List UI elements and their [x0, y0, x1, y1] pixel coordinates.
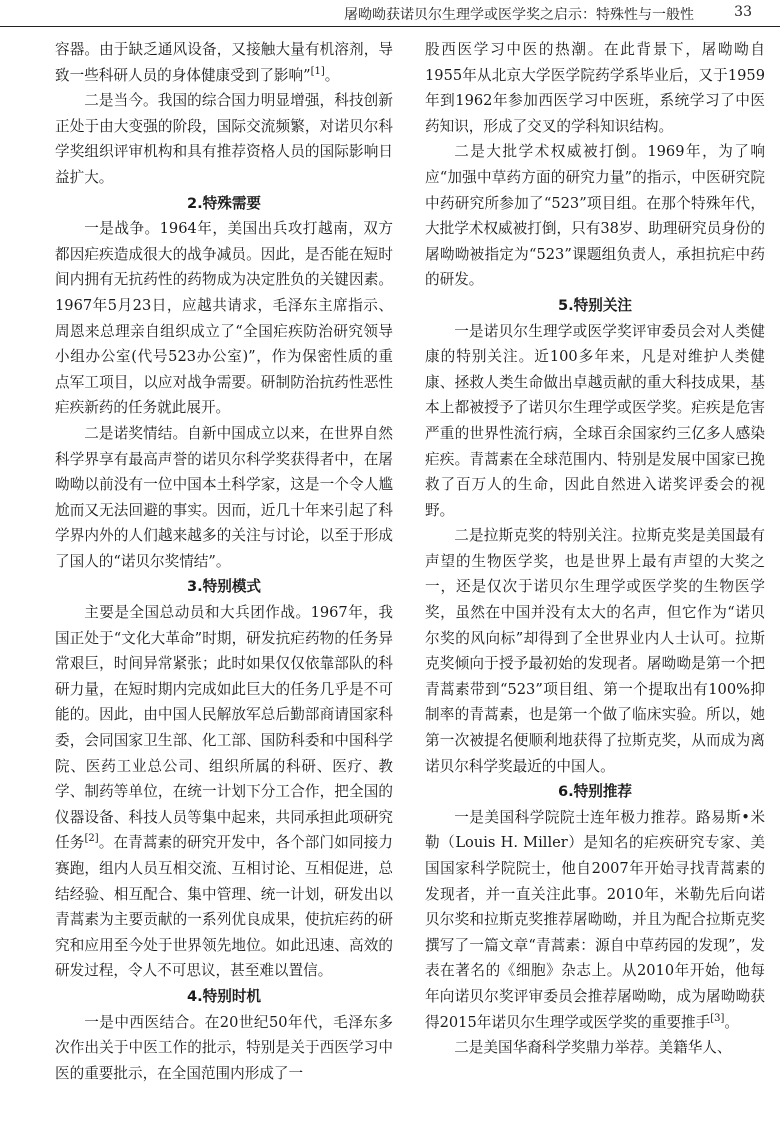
section-heading: 2.特殊需要 [186, 194, 262, 212]
citation-ref: [3] [710, 1012, 725, 1024]
paragraph: 一是战争。1964年，美国出兵攻打越南，双方都因疟疾造成很大的战争减员。因此，是否能在短时间内拥有无抗药性的药物成为决定胜负的关键因素。1967年5月23日，应越共请求，毛泽东主席指示、周恩来总理亲自组织成立了“全国疟疾防治研究领导小组办公室(代号523办公室)”，作为保密性质的重点军工项目，以应对战争需要。研制防治抗药性恶性疟疾新药的任务就此展开。 [55, 220, 393, 417]
paragraph: 二是诺奖情结。自新中国成立以来，在世界自然科学界享有最高声誉的诺贝尔科学奖获得者中，在屠呦呦以前没有一位中国本土科学家，这是一个令人尴尬而又无法回避的事实。因而，近几十年来引起了科学界内外的人们越来越多的关注与讨论，以至于形成了国人的“诺贝尔奖情结”。 [55, 424, 393, 570]
right-column [425, 37, 765, 1061]
header-title: 屠呦呦获诺贝尔生理学或医学奖之启示：特殊性与一般性 [344, 7, 694, 23]
section-heading: 5.特别关注 [557, 296, 633, 314]
section-heading: 4.特别时机 [186, 987, 262, 1005]
paragraph [55, 600, 393, 984]
paragraph [425, 805, 765, 1035]
paragraph-text: 。在青蒿素的研究开发中，各个部门如同接力赛跑，组内人员互相交流、互相讨论、互相促进，总结经验、相互配合、集中管理、统一计划，研发出以青蒿素为主要贡献的一系列优良成果，使抗疟药的研究和应用至今处于世界领先地位。如此迅速、高效的研发过程，令人不可思议，甚至难以置信。 [55, 834, 393, 980]
page-number: 33 [734, 4, 752, 20]
paragraph-text: 主要是全国总动员和大兵团作战。1967年，我国正处于“文化大革命”时期，研发抗疟药物的任务异常艰巨，时间异常紧张；此时如果仅仅依靠部队的科研力量，在短时期内完成如此巨大的任务几乎是不可能的。因此，由中国人民解放军总后勤部商请国家科委，会同国家卫生部、化工部、国防科委和中国科学院、医药工业总公司、组织所属的科研、医疗、教学、制药等单位，在统一计划下分工合作，把全国的仪器设备、科技人员等集中起来，共同承担此项研究任务 [55, 604, 393, 852]
section-heading: 6.特别推荐 [557, 783, 633, 801]
running-header [0, 0, 780, 27]
paragraph: 二是美国华裔科学奖鼎力举荐。美籍华人、 [454, 1039, 732, 1057]
paragraph [55, 37, 393, 88]
paragraph-text: 。 [324, 66, 340, 84]
left-column [55, 37, 393, 1086]
paragraph: 二是大批学术权威被打倒。1969年，为了响应“加强中草药方面的研究力量”的指示，中医研究院中药研究所参加了“523”项目组。在那个特殊年代，大批学术权威被打倒，只有38岁、助理研究员身份的屠呦呦被指定为“523”课题组负责人，承担抗疟中药的研发。 [425, 143, 765, 289]
paragraph-text: 一是美国科学院院士连年极力推荐。路易斯•米勒（Louis H. Miller）是知名的疟疾研究专家、美国国家科学院院士，他自2007年开始寻找青蒿素的发现者，并一直关注此事。2010年，米勒先后向诺贝尔奖和拉斯克奖推荐屠呦呦，并且为配合拉斯克奖撰写了一篇文章“青蒿素：源自中草药园的发现”，发表在著名的《细胞》杂志上。从2010年开始，他每年向诺贝尔奖评审委员会推荐屠呦呦，成为屠呦呦获得2015年诺贝尔生理学或医学奖的重要推手 [425, 808, 765, 1031]
citation-ref: [1] [310, 65, 325, 77]
paragraph-text: 。 [724, 1013, 740, 1031]
paragraph: 一是诺贝尔生理学或医学奖评审委员会对人类健康的特别关注。近100多年来，凡是对维护人类健康、拯救人类生命做出卓越贡献的重大科技成果，基本上都被授予了诺贝尔生理学或医学奖。疟疾是危害严重的世界性流行病，全球百余国家约三亿多人感染疟疾。青蒿素在全球范围内、特别是发展中国家已挽救了百万人的生命，因此自然进入诺奖评委会的视野。 [425, 322, 765, 519]
paragraph: 一是中西医结合。在20世纪50年代，毛泽东多次作出关于中医工作的批示，特别是关于西医学习中医的重要批示，在全国范围内形成了一 [55, 1013, 393, 1082]
section-heading: 3.特别模式 [186, 578, 262, 596]
paragraph-text: 容器。由于缺乏通风设备，又接触大量有机溶剂，导致一些科研人员的身体健康受到了影响” [55, 41, 393, 84]
paragraph: 二是拉斯克奖的特别关注。拉斯克奖是美国最有声望的生物医学奖，也是世界上最有声望的大奖之一，还是仅次于诺贝尔生理学或医学奖的生物医学奖，虽然在中国并没有太大的名声，但它作为“诺贝尔奖的风向标”却得到了全世界业内人士认可。拉斯克奖倾向于授予最初始的发现者。屠呦呦是第一个把青蒿素带到“523”项目组、第一个提取出有100%抑制率的青蒿素，也是第一个做了临床实验。所以，她第一次被提名便顺利地获得了拉斯克奖，从而成为离诺贝尔科学奖最近的中国人。 [425, 527, 765, 775]
paragraph: 股西医学习中医的热潮。在此背景下，屠呦呦自1955年从北京大学医学院药学系毕业后，又于1959年到1962年参加西医学习中医班，系统学习了中医药知识，形成了交叉的学科知识结构。 [425, 41, 765, 135]
citation-ref: [2] [84, 833, 99, 845]
paragraph: 二是当今。我国的综合国力明显增强，科技创新正处于由大变强的阶段，国际交流频繁，对诺贝尔科学奖组织评审机构和具有推荐资格人员的国际影响日益扩大。 [55, 92, 393, 186]
